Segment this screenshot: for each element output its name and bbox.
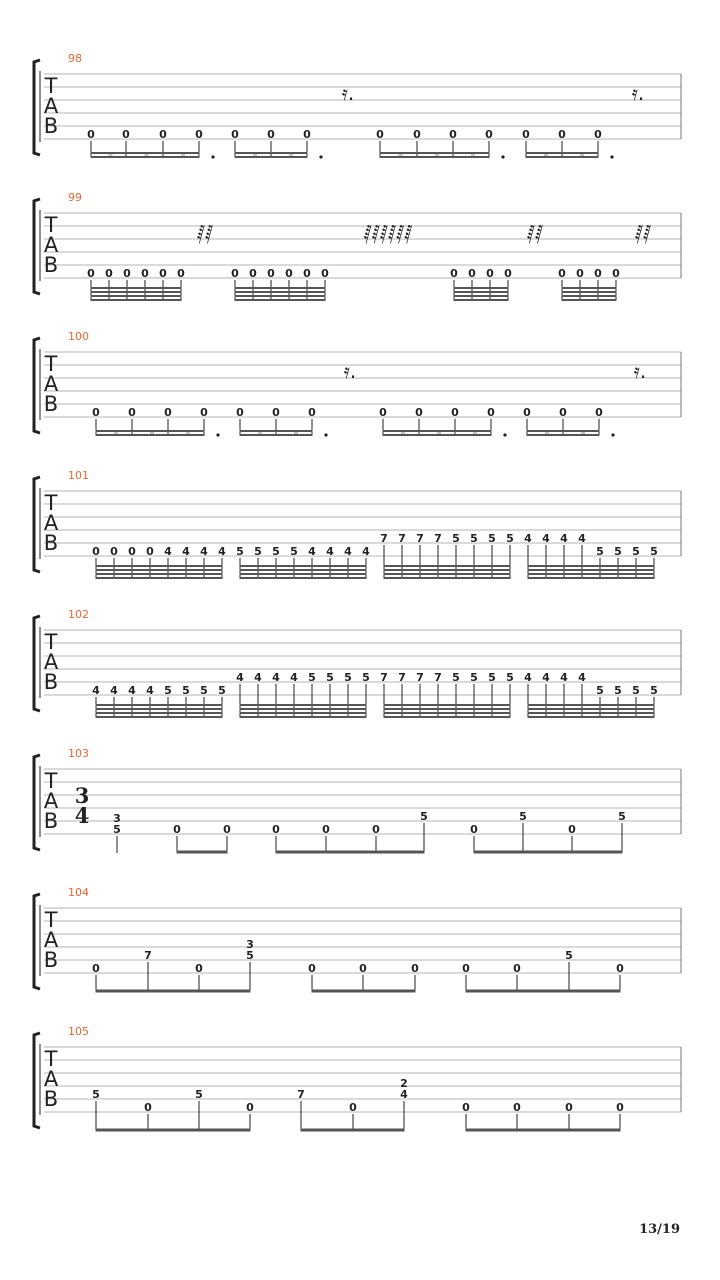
note-beam bbox=[96, 712, 223, 714]
tab-clef-letter: T bbox=[44, 491, 58, 515]
tab-clef-letter: B bbox=[43, 531, 59, 555]
rest-symbol: 𝅁𝅁 bbox=[196, 220, 214, 244]
note-beam bbox=[235, 299, 326, 301]
fret-number: 4 bbox=[362, 545, 370, 558]
fret-number: 0 bbox=[359, 962, 367, 975]
note-beam bbox=[240, 708, 367, 710]
note-beam bbox=[301, 1129, 405, 1132]
tab-clef-letter: A bbox=[43, 511, 59, 535]
tab-clef-letter: T bbox=[44, 74, 58, 98]
fret-number: 0 bbox=[231, 128, 239, 141]
tab-clef-letter: A bbox=[43, 1067, 59, 1091]
note-beam bbox=[235, 295, 326, 297]
fret-number: 0 bbox=[558, 267, 566, 280]
fret-number: 0 bbox=[195, 128, 203, 141]
fret-number: 0 bbox=[303, 128, 311, 141]
fret-number: 5 bbox=[290, 545, 298, 558]
system-bracket bbox=[34, 616, 40, 711]
note-beam bbox=[562, 291, 617, 293]
fret-number: 0 bbox=[504, 267, 512, 280]
fret-number: 0 bbox=[349, 1101, 357, 1114]
note-beam bbox=[240, 577, 367, 579]
fret-number: 0 bbox=[576, 267, 584, 280]
fret-number: 5 bbox=[182, 684, 190, 697]
augmentation-dot bbox=[610, 155, 613, 158]
tab-clef-letter: T bbox=[44, 630, 58, 654]
fret-number: 0 bbox=[612, 267, 620, 280]
tab-clef-letter: A bbox=[43, 928, 59, 952]
fret-number: 5 bbox=[565, 949, 573, 962]
fret-number: 5 bbox=[506, 532, 514, 545]
fret-number: 0 bbox=[92, 962, 100, 975]
fret-number: 5 bbox=[596, 684, 604, 697]
fret-number: 5 bbox=[344, 671, 352, 684]
system-bracket bbox=[34, 338, 40, 433]
fret-number: 5 bbox=[452, 671, 460, 684]
note-beam bbox=[466, 990, 621, 993]
fret-number: 0 bbox=[92, 545, 100, 558]
note-beam bbox=[466, 1129, 621, 1132]
fret-number: 0 bbox=[164, 406, 172, 419]
note-beam bbox=[96, 573, 223, 575]
note-beam bbox=[96, 577, 223, 579]
note-beam bbox=[454, 287, 509, 289]
fret-number: 5 bbox=[618, 810, 626, 823]
fret-number: 7 bbox=[144, 949, 152, 962]
fret-number: 0 bbox=[513, 962, 521, 975]
fret-number: 0 bbox=[236, 406, 244, 419]
note-beam bbox=[474, 851, 623, 854]
note-beam bbox=[528, 712, 655, 714]
fret-number: 0 bbox=[522, 128, 530, 141]
system-bracket bbox=[34, 199, 40, 294]
fret-number: 7 bbox=[380, 671, 388, 684]
fret-number: 0 bbox=[195, 962, 203, 975]
fret-number: 5 bbox=[113, 823, 121, 836]
fret-number: 0 bbox=[470, 823, 478, 836]
fret-number: 0 bbox=[128, 406, 136, 419]
fret-number: 7 bbox=[380, 532, 388, 545]
page-number: 13/19 bbox=[639, 1222, 680, 1237]
note-beam bbox=[384, 569, 511, 571]
fret-number: 5 bbox=[362, 671, 370, 684]
fret-number: 0 bbox=[485, 128, 493, 141]
fret-number: 5 bbox=[650, 545, 658, 558]
fret-number: 7 bbox=[398, 532, 406, 545]
fret-number: 5 bbox=[470, 671, 478, 684]
note-beam bbox=[528, 704, 655, 706]
note-beam bbox=[91, 299, 182, 301]
time-signature-bottom: 4 bbox=[74, 803, 90, 828]
fret-number: 0 bbox=[159, 267, 167, 280]
note-beam bbox=[384, 708, 511, 710]
fret-number: 4 bbox=[272, 671, 280, 684]
rest-symbol: 𝄿. bbox=[631, 81, 645, 105]
fret-number: 5 bbox=[650, 684, 658, 697]
note-beam bbox=[96, 430, 205, 432]
fret-number: 0 bbox=[462, 1101, 470, 1114]
fret-number: 0 bbox=[246, 1101, 254, 1114]
tab-clef-letter: A bbox=[43, 233, 59, 257]
fret-number: 7 bbox=[398, 671, 406, 684]
fret-number: 5 bbox=[236, 545, 244, 558]
note-beam bbox=[562, 287, 617, 289]
measure-number: 99 bbox=[68, 191, 82, 204]
fret-number: 4 bbox=[524, 532, 532, 545]
fret-number: 0 bbox=[413, 128, 421, 141]
fret-number: 0 bbox=[122, 128, 130, 141]
note-beam bbox=[454, 299, 509, 301]
fret-number: 0 bbox=[144, 1101, 152, 1114]
system-bracket bbox=[34, 894, 40, 989]
fret-number: 5 bbox=[200, 684, 208, 697]
rest-symbol: 𝅁𝅁 bbox=[526, 220, 544, 244]
note-beam bbox=[380, 152, 490, 154]
note-beam bbox=[383, 434, 492, 436]
measure-number: 100 bbox=[68, 330, 89, 343]
fret-number: 0 bbox=[487, 406, 495, 419]
augmentation-dot bbox=[216, 433, 219, 436]
note-beam bbox=[96, 565, 223, 567]
augmentation-dot bbox=[501, 155, 504, 158]
augmentation-dot bbox=[211, 155, 214, 158]
fret-number: 0 bbox=[267, 128, 275, 141]
note-beam bbox=[240, 573, 367, 575]
fret-number: 4 bbox=[218, 545, 226, 558]
fret-number: 0 bbox=[565, 1101, 573, 1114]
measure-number: 105 bbox=[68, 1025, 89, 1038]
fret-number: 4 bbox=[560, 532, 568, 545]
fret-number: 7 bbox=[416, 532, 424, 545]
rest-symbol: 𝄿. bbox=[633, 359, 647, 383]
fret-number: 7 bbox=[434, 532, 442, 545]
tab-clef-letter: A bbox=[43, 789, 59, 813]
fret-number: 0 bbox=[449, 128, 457, 141]
note-beam bbox=[91, 152, 200, 154]
fret-number: 0 bbox=[376, 128, 384, 141]
tab-clef-letter: B bbox=[43, 809, 59, 833]
tab-clef-letter: T bbox=[44, 1047, 58, 1071]
note-beam bbox=[526, 156, 599, 158]
fret-number: 5 bbox=[308, 671, 316, 684]
rest-symbol: 𝅁𝅁 bbox=[634, 220, 652, 244]
tab-clef-letter: B bbox=[43, 670, 59, 694]
fret-number: 5 bbox=[632, 684, 640, 697]
note-beam bbox=[562, 295, 617, 297]
fret-number: 4 bbox=[308, 545, 316, 558]
note-beam bbox=[96, 569, 223, 571]
fret-number: 4 bbox=[344, 545, 352, 558]
fret-number: 0 bbox=[468, 267, 476, 280]
fret-number: 4 bbox=[110, 684, 118, 697]
tab-clef-letter: B bbox=[43, 253, 59, 277]
fret-number: 0 bbox=[267, 267, 275, 280]
fret-number: 0 bbox=[486, 267, 494, 280]
note-beam bbox=[384, 573, 511, 575]
fret-number: 5 bbox=[506, 671, 514, 684]
fret-number: 0 bbox=[105, 267, 113, 280]
note-beam bbox=[384, 577, 511, 579]
tab-clef-letter: A bbox=[43, 372, 59, 396]
fret-number: 0 bbox=[379, 406, 387, 419]
note-beam bbox=[235, 287, 326, 289]
fret-number: 0 bbox=[110, 545, 118, 558]
note-beam bbox=[96, 990, 251, 993]
fret-number: 5 bbox=[614, 545, 622, 558]
fret-number: 0 bbox=[173, 823, 181, 836]
fret-number-upper: 3 bbox=[113, 812, 121, 825]
note-beam bbox=[240, 565, 367, 567]
fret-number: 4 bbox=[400, 1088, 408, 1101]
fret-number: 5 bbox=[195, 1088, 203, 1101]
fret-number: 7 bbox=[434, 671, 442, 684]
rest-symbol: 𝅁𝅁𝅁𝅁𝅁𝅁 bbox=[363, 220, 413, 244]
fret-number: 4 bbox=[542, 671, 550, 684]
tab-clef-letter: T bbox=[44, 352, 58, 376]
note-beam bbox=[527, 434, 600, 436]
note-beam bbox=[528, 716, 655, 718]
note-beam bbox=[384, 565, 511, 567]
note-beam bbox=[526, 152, 599, 154]
fret-number: 0 bbox=[177, 267, 185, 280]
measure-number: 101 bbox=[68, 469, 89, 482]
fret-number: 0 bbox=[616, 1101, 624, 1114]
fret-number: 0 bbox=[92, 406, 100, 419]
fret-number: 5 bbox=[632, 545, 640, 558]
fret-number: 0 bbox=[146, 545, 154, 558]
note-beam bbox=[528, 569, 655, 571]
fret-number: 5 bbox=[519, 810, 527, 823]
fret-number: 4 bbox=[92, 684, 100, 697]
note-beam bbox=[91, 287, 182, 289]
tab-clef-letter: A bbox=[43, 94, 59, 118]
note-beam bbox=[96, 708, 223, 710]
fret-number-upper: 3 bbox=[246, 938, 254, 951]
fret-number: 5 bbox=[218, 684, 226, 697]
fret-number: 0 bbox=[594, 267, 602, 280]
note-beam bbox=[384, 712, 511, 714]
fret-number: 5 bbox=[254, 545, 262, 558]
note-beam bbox=[235, 156, 308, 158]
fret-number: 5 bbox=[92, 1088, 100, 1101]
note-beam bbox=[235, 291, 326, 293]
note-beam bbox=[240, 716, 367, 718]
fret-number: 0 bbox=[223, 823, 231, 836]
fret-number: 4 bbox=[128, 684, 136, 697]
note-beam bbox=[528, 708, 655, 710]
note-beam bbox=[96, 704, 223, 706]
fret-number: 4 bbox=[524, 671, 532, 684]
fret-number: 0 bbox=[159, 128, 167, 141]
fret-number: 5 bbox=[272, 545, 280, 558]
rest-symbol: 𝄿. bbox=[343, 359, 357, 383]
fret-number: 4 bbox=[290, 671, 298, 684]
fret-number: 0 bbox=[303, 267, 311, 280]
fret-number: 0 bbox=[123, 267, 131, 280]
fret-number: 0 bbox=[272, 406, 280, 419]
fret-number: 0 bbox=[141, 267, 149, 280]
note-beam bbox=[91, 291, 182, 293]
measure-number: 102 bbox=[68, 608, 89, 621]
note-beam bbox=[527, 430, 600, 432]
note-beam bbox=[91, 156, 200, 158]
fret-number: 0 bbox=[451, 406, 459, 419]
fret-number: 4 bbox=[254, 671, 262, 684]
note-beam bbox=[528, 573, 655, 575]
fret-number: 0 bbox=[513, 1101, 521, 1114]
note-beam bbox=[276, 851, 425, 854]
tab-clef-letter: T bbox=[44, 213, 58, 237]
note-beam bbox=[454, 291, 509, 293]
fret-number: 0 bbox=[523, 406, 531, 419]
fret-number: 0 bbox=[128, 545, 136, 558]
fret-number: 4 bbox=[578, 532, 586, 545]
fret-number: 5 bbox=[164, 684, 172, 697]
fret-number: 4 bbox=[146, 684, 154, 697]
tab-clef-letter: B bbox=[43, 114, 59, 138]
fret-number: 0 bbox=[308, 962, 316, 975]
system-bracket bbox=[34, 755, 40, 850]
fret-number: 0 bbox=[415, 406, 423, 419]
fret-number: 4 bbox=[236, 671, 244, 684]
fret-number: 7 bbox=[416, 671, 424, 684]
note-beam bbox=[177, 851, 228, 854]
note-beam bbox=[384, 704, 511, 706]
fret-number: 5 bbox=[596, 545, 604, 558]
measure-number: 98 bbox=[68, 52, 82, 65]
note-beam bbox=[528, 565, 655, 567]
fret-number: 4 bbox=[182, 545, 190, 558]
fret-number: 0 bbox=[568, 823, 576, 836]
fret-number: 4 bbox=[542, 532, 550, 545]
note-beam bbox=[312, 990, 416, 993]
note-beam bbox=[383, 430, 492, 432]
fret-number: 0 bbox=[616, 962, 624, 975]
augmentation-dot bbox=[319, 155, 322, 158]
fret-number: 0 bbox=[321, 267, 329, 280]
fret-number: 5 bbox=[614, 684, 622, 697]
fret-number: 0 bbox=[322, 823, 330, 836]
rest-symbol: 𝄿. bbox=[341, 81, 355, 105]
fret-number: 0 bbox=[559, 406, 567, 419]
fret-number-upper: 2 bbox=[400, 1077, 408, 1090]
augmentation-dot bbox=[611, 433, 614, 436]
note-beam bbox=[454, 295, 509, 297]
note-beam bbox=[528, 577, 655, 579]
note-beam bbox=[240, 569, 367, 571]
note-beam bbox=[96, 716, 223, 718]
fret-number: 0 bbox=[249, 267, 257, 280]
fret-number: 0 bbox=[231, 267, 239, 280]
fret-number: 0 bbox=[308, 406, 316, 419]
note-beam bbox=[240, 434, 313, 436]
note-beam bbox=[562, 299, 617, 301]
fret-number: 7 bbox=[297, 1088, 305, 1101]
fret-number: 0 bbox=[558, 128, 566, 141]
fret-number: 0 bbox=[462, 962, 470, 975]
note-beam bbox=[384, 716, 511, 718]
tab-clef-letter: A bbox=[43, 650, 59, 674]
augmentation-dot bbox=[503, 433, 506, 436]
fret-number: 5 bbox=[488, 671, 496, 684]
tab-clef-letter: B bbox=[43, 1087, 59, 1111]
fret-number: 0 bbox=[411, 962, 419, 975]
system-bracket bbox=[34, 60, 40, 155]
fret-number: 5 bbox=[452, 532, 460, 545]
note-beam bbox=[240, 430, 313, 432]
fret-number: 0 bbox=[285, 267, 293, 280]
time-signature-top: 3 bbox=[74, 783, 90, 808]
fret-number: 0 bbox=[372, 823, 380, 836]
tab-clef-letter: T bbox=[44, 769, 58, 793]
system-bracket bbox=[34, 1033, 40, 1128]
fret-number: 0 bbox=[594, 128, 602, 141]
fret-number: 5 bbox=[420, 810, 428, 823]
fret-number: 5 bbox=[246, 949, 254, 962]
measure-number: 104 bbox=[68, 886, 89, 899]
fret-number: 0 bbox=[272, 823, 280, 836]
note-beam bbox=[240, 712, 367, 714]
fret-number: 4 bbox=[578, 671, 586, 684]
tab-clef-letter: B bbox=[43, 948, 59, 972]
fret-number: 0 bbox=[200, 406, 208, 419]
note-beam bbox=[235, 152, 308, 154]
tab-clef-letter: B bbox=[43, 392, 59, 416]
fret-number: 0 bbox=[450, 267, 458, 280]
fret-number: 4 bbox=[560, 671, 568, 684]
augmentation-dot bbox=[324, 433, 327, 436]
fret-number: 5 bbox=[326, 671, 334, 684]
fret-number: 5 bbox=[488, 532, 496, 545]
fret-number: 4 bbox=[164, 545, 172, 558]
note-beam bbox=[91, 295, 182, 297]
fret-number: 0 bbox=[87, 267, 95, 280]
system-bracket bbox=[34, 477, 40, 572]
note-beam bbox=[96, 434, 205, 436]
note-beam bbox=[380, 156, 490, 158]
fret-number: 0 bbox=[595, 406, 603, 419]
note-beam bbox=[96, 1129, 251, 1132]
fret-number: 5 bbox=[470, 532, 478, 545]
fret-number: 4 bbox=[200, 545, 208, 558]
fret-number: 0 bbox=[87, 128, 95, 141]
fret-number: 4 bbox=[326, 545, 334, 558]
measure-number: 103 bbox=[68, 747, 89, 760]
note-beam bbox=[240, 704, 367, 706]
tab-clef-letter: T bbox=[44, 908, 58, 932]
